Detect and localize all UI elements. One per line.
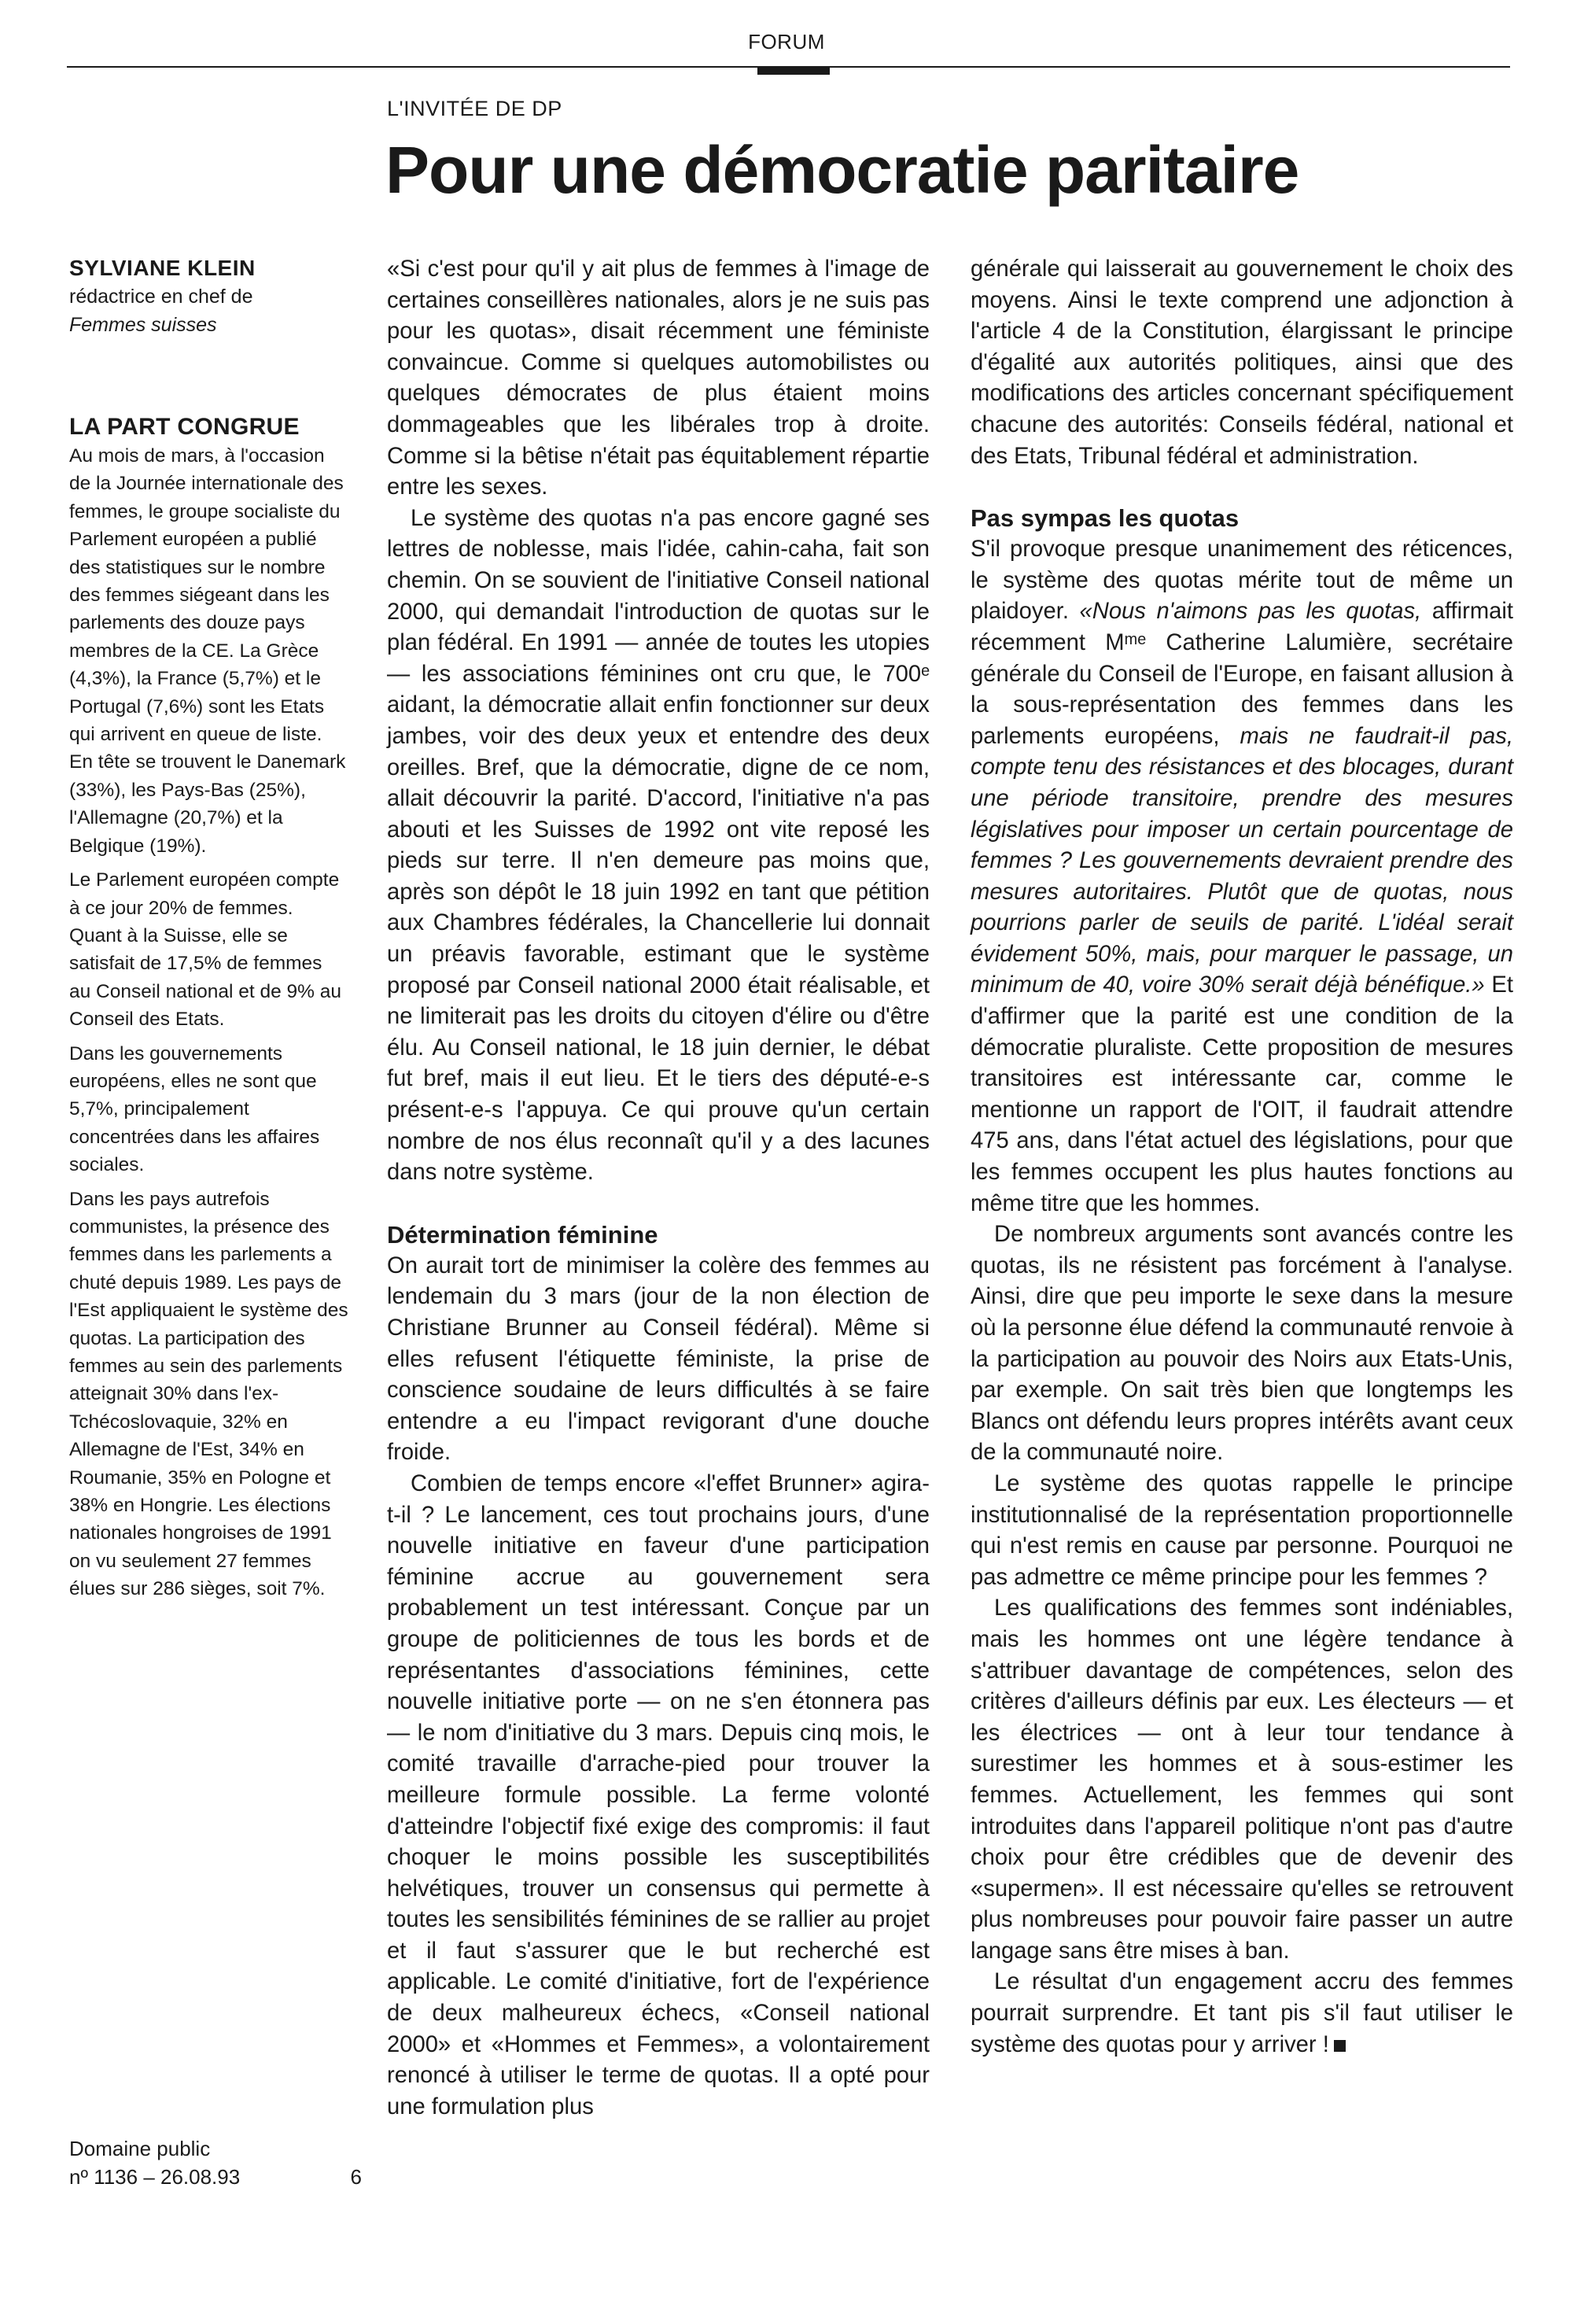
article-paragraph: «Si c'est pour qu'il y ait plus de femmes à l'image de certaines conseillères nationales, alors je ne suis pas pour les quotas», disait récemment une féministe convaincue. Comme si quelques automobilistes ou quelques démocrates de plus étaient moins dommageables que les libérales trop à droite. Comme si la bêtise n'était pas équitablement répartie entre les sexes.: [387, 256, 930, 500]
footer-issue: nº 1136 – 26.08.93: [69, 2165, 241, 2189]
article-title: Pour une démocratie paritaire: [385, 133, 1299, 207]
article-paragraph: générale qui laisserait au gouvernement le choix des moyens. Ainsi le texte comprend une adjonction à l'article 4 de la Constitution, élargissant le principe d'égalité aux autorités politiques, ainsi que des modifications des articles concernant spécifiquement chacune des autorités: Conseils fédéral, national et des Etats, Tribunal fédéral et administration.: [971, 256, 1513, 469]
article-paragraph: [971, 1967, 1513, 2060]
author-role: [69, 282, 348, 339]
article-text: Et d'affirmer que la parité est une condition de la démocratie pluraliste. Cette proposition de mesures transitoires est intéressante car, comme le mentionne un rapport de l'OIT, il faudrait attendre 475 ans, dans l'état actuel des législations, pour que les femmes occupent les plus hautes fonctions au même titre que les hommes.: [971, 972, 1514, 1216]
article-paragraph: Le système des quotas rappelle le principe institutionnalisé de la représentation proportionnelle qui n'est remis en cause par personne. Pourquoi ne pas admettre ce même principe pour les femmes ?: [971, 1470, 1513, 1590]
article-subheading: Pas sympas les quotas: [971, 504, 1240, 533]
article-column-1: [387, 254, 930, 2123]
sidebar-body: [69, 442, 348, 1603]
author-publication: Femmes suisses: [69, 314, 217, 336]
footer-info: [69, 2134, 362, 2191]
article-kicker: L'INVITÉE DE DP: [387, 97, 562, 120]
article-paragraph: Combien de temps encore «l'effet Brunner» agira-t-il ? Le lancement, ces tout prochains jours, d'une nouvelle initiative en faveur d'une participation féminine accrue au gouvernement sera probablement un test intéressant. Conçue par un groupe de politiciennes de tous les bords et de représentantes d'associations féminines, cette nouvelle initiative porte — on ne s'en étonnera pas — le nom d'initiative du 3 mars. Depuis cinq mois, le comité travaille d'arrache-pied pour trouver la meilleure formule possible. La ferme volonté d'atteindre l'objectif fixé exige des compromis: il faut choquer le moins possible les susceptibilités helvétiques, trouver un consensus qui permette à toutes les sensibilités féminines de se rallier au projet et il faut s'assurer que le but recherché est applicable. Le comité d'initiative, fort de l'expérience de deux malheureux échecs, «Conseil national 2000» et «Hommes et Femmes», a volontairement renoncé à utiliser le terme de quotas. Il a opté pour une formulation plus: [387, 1470, 930, 2119]
sidebar-column: [69, 254, 348, 1610]
article-paragraph: Les qualifications des femmes sont indéniables, mais les hommes ont une légère tendance à s'attribuer davantage de compétences, selon des critères d'ailleurs définis par eux. Les électeurs — et les électrices — ont à leur tour tendance à surestimer les hommes et à sous-estimer les femmes. Actuellement, les femmes qui sont introduites dans l'appareil politique n'ont pas d'autre choix pour être crédibles que de devenir des «supermen». Il est nécessaire qu'elles se retrouvent plus nombreuses pour pouvoir faire passer un autre langage sans être mises à ban.: [971, 1595, 1513, 1964]
page-number: 6: [350, 2165, 362, 2189]
sidebar-paragraph: Dans les pays autrefois communistes, la présence des femmes dans les parlements a chuté depuis 1989. Les pays de l'Est appliquaient le système des quotas. La participation des femmes au sein des parlements atteignait 30% dans l'ex-Tchécoslovaquie, 32% en Allemagne de l'Est, 34% en Roumanie, 35% en Pologne et 38% en Hongrie. Les élections nationales hongroises de 1991 on vu seulement 27 femmes élues sur 286 sièges, soit 7%.: [69, 1188, 348, 1600]
article-text: Le résultat d'un engagement accru des femmes pourrait surprendre. Et tant pis s'il faut utiliser le système des quotas pour y arriver !: [971, 1969, 1513, 2057]
end-mark-icon: [1334, 2040, 1346, 2052]
sidebar-paragraph: Au mois de mars, à l'occasion de la Journée internationale des femmes, le groupe socialiste du Parlement européen a publié des statistiques sur le nombre des femmes siégeant dans les parlements des douze pays membres de la CE. La Grèce (4,3%), la France (5,7%) et le Portugal (7,6%) sont les Etats qui arrivent en queue de liste. En tête se trouvent le Danemark (33%), les Pays-Bas (25%), l'Allemagne (20,7%) et la Belgique (19%).: [69, 445, 346, 857]
article-paragraph: Le système des quotas n'a pas encore gagné ses lettres de noblesse, mais l'idée, cahin-caha, fait son chemin. On se souvient de l'initiative Conseil national 2000, qui demandait l'introduction de quotas sur le plan fédéral. En 1991 — année de toutes les utopies — les associations féminines ont cru que, le 700ᵉ aidant, la démocratie allait enfin fonctionner sur deux jambes, voir des deux yeux et entendre des deux oreilles. Bref, que la démocratie, digne de ce nom, allait découvrir la parité. D'accord, l'initiative n'a pas abouti et les Suisses de 1992 ont vite reposé les pieds sur terre. Il n'en demeure pas moins que, après son dépôt le 18 juin 1992 en tant que pétition aux Chambres fédérales, la Chancellerie lui donnait un préavis favorable, estimant que le système proposé par Conseil national 2000 était réalisable, et ne limiterait pas les droits du citoyen d'élire ou d'être élu. Au Conseil national, le 18 juin dernier, le débat fut bref, mais il eut lieu. Et le tiers des député-e-s présent-e-s l'appuya. Ce qui prouve qu'un certain nombre de nos élus reconnaît qu'il y a des lacunes dans notre système.: [387, 505, 930, 1186]
article-paragraph: [971, 534, 1513, 1219]
article-paragraph: On aurait tort de minimiser la colère des femmes au lendemain du 3 mars (jour de la non élection de Christiane Brunner au Conseil fédéral). Même si elles refusent l'étiquette féministe, la prise de conscience soudaine de leurs difficultés à se faire entendre a eu l'impact revigorant d'une douche froide.: [387, 1252, 930, 1466]
article-text: affirmait récemment Mᵐᵉ Catherine Lalumière, secrétaire générale du Conseil de l'Europe, en faisant allusion à la sous-représentation des femmes dans les parlements européens,: [971, 599, 1513, 749]
article-text: S'il provoque presque unanimement des réticences, le système des quotas mérite tout de même un plaidoyer.: [971, 537, 1513, 625]
sidebar-paragraph: Dans les gouvernements européens, elles ne sont que 5,7%, principalement concentrées dans les affaires sociales.: [69, 1042, 320, 1176]
article-paragraph: De nombreux arguments sont avancés contre les quotas, ils ne résistent pas forcément à l'analyse. Ainsi, dire que peu importe le sexe dans la mesure où la personne élue défend la communauté renvoie à la participation au pouvoir des Noirs aux Etats-Unis, par exemple. On sait très bien que longtemps les Blancs ont défendu leurs propres intérêts avant ceux de la communauté noire.: [971, 1222, 1513, 1466]
footer-publication: Domaine public: [69, 2137, 211, 2160]
article-column-2: [971, 254, 1513, 2060]
quote-text: mais ne faudrait-il pas, compte tenu des résistances et des blocages, durant une période transitoire, prendre des mesures législatives pour imposer un certain pourcentage de femmes ? Les gouvernements devraient prendre des mesures autoritaires. Plutôt que de quotas, nous pourrions parler de seuils de parité. L'idéal serait évidement 50%, mais, pour marquer le passage, un minimum de 40, voire 30% serait déjà bénéfique.»: [971, 723, 1513, 998]
rubric-underline: [757, 68, 830, 75]
section-rubric: FORUM: [748, 30, 825, 53]
article-subheading: Détermination féminine: [387, 1220, 658, 1249]
quote-text: «Nous n'aimons pas les quotas,: [1079, 599, 1422, 625]
sidebar-paragraph: Le Parlement européen compte à ce jour 20% de femmes. Quant à la Suisse, elle se satisfait de 17,5% de femmes au Conseil national et de 9% au Conseil des Etats.: [69, 869, 341, 1031]
author-role-line: rédactrice en chef de: [69, 286, 253, 308]
author-name: SYLVIANE KLEIN: [69, 256, 256, 280]
sidebar-heading: LA PART CONGRUE: [69, 414, 300, 440]
